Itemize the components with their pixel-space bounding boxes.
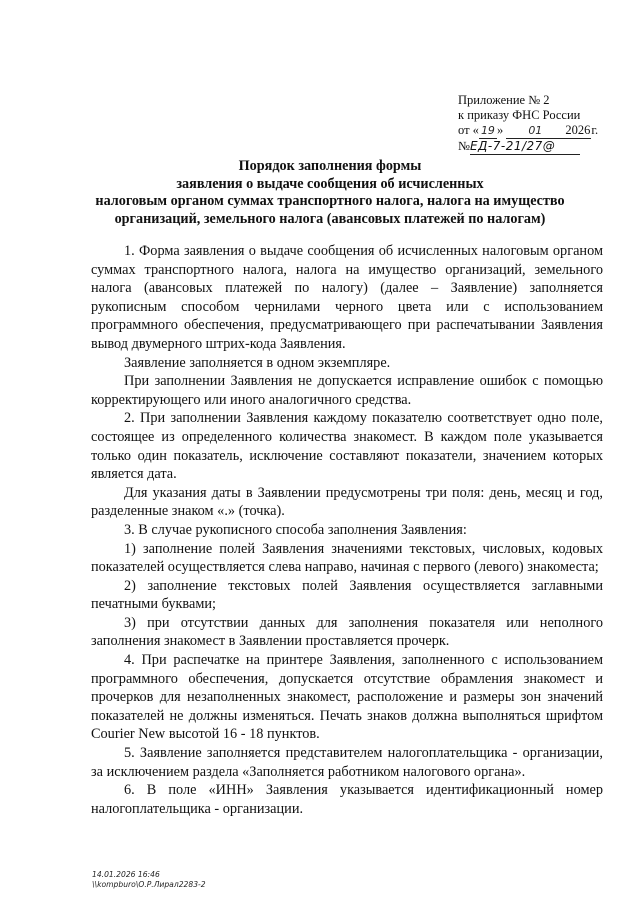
reg-number: ЕД-7-21/27@ <box>470 139 580 155</box>
date-prefix: от « <box>458 123 479 137</box>
paragraph: 2. При заполнении Заявления каждому показателю соответствует одно поле, состоящее из определенного количества знакомест. В каждом поле указывается только один показатель, исключение составляют показатели, значением которых является дата. <box>91 410 603 483</box>
paragraph: 5. Заявление заполняется представителем налогоплательщика - организации, за исключением раздела «Заполняется работником налогового органа». <box>91 745 603 780</box>
title-line: заявления о выдаче сообщения об исчисленных <box>176 175 484 192</box>
print-footer <box>92 870 206 890</box>
title-line: Порядок заполнения формы <box>238 158 422 174</box>
appendix-date <box>458 123 628 139</box>
paragraph: 6. В поле «ИНН» Заявления указывается идентификационный номер налогоплательщика - организации. <box>91 782 603 817</box>
paragraph: При заполнении Заявления не допускается исправление ошибок с помощью корректирующего или иного аналогичного средства. <box>91 373 603 408</box>
paragraph: 3) при отсутствии данных для заполнения показателя или неполного заполнения знакомест в Заявлении проставляется прочерк. <box>91 614 603 650</box>
paragraph: 3. В случае рукописного способа заполнения Заявления: <box>124 521 467 538</box>
paragraph: 1) заполнение полей Заявления значениями текстовых, числовых, кодовых показателей осуществляется слева направо, начиная с первого (левого) знакоместа; <box>91 540 603 576</box>
document-body <box>91 242 603 818</box>
paragraph: 4. При распечатке на принтере Заявления, заполненного с использованием программного обеспечения, допускается отсутствие обрамления знакомест и прочерков для незаполненных знакомест, расположение и размеры зон значений показателей не должны изменяться. Печать знаков должна выполняться шрифтом Courier New высотой 16 - 18 пунктов. <box>91 652 603 743</box>
footer-path: \\kompburo\О.Р.Лирал2283-2 <box>92 880 206 889</box>
title-line: налоговым органом суммах транспортного налога, налога на имущество <box>95 193 565 209</box>
paragraph: Заявление заполняется в одном экземпляре. <box>124 354 391 371</box>
document-title <box>80 158 580 228</box>
reg-prefix: № <box>458 139 470 153</box>
paragraph: 1. Форма заявления о выдаче сообщения об исчисленных налоговым органом суммах транспортного налога, налога на имущество организаций, земельного налога (авансовых платежей по налогу) (далее – Заявление) заполняется рукописным способом чернилами черного цвета или с использованием программного обеспечения, предусматривающего при распечатывании Заявления вывод двумерного штрих-кода Заявления. <box>91 243 603 352</box>
appendix-title: Приложение № 2 <box>458 93 550 107</box>
paragraph: Для указания даты в Заявлении предусмотрены три поля: день, месяц и год, разделенные знаком «.» (точка). <box>91 484 603 520</box>
footer-timestamp: 14.01.2026 16:46 <box>92 870 160 879</box>
appendix-block <box>458 93 628 155</box>
date-day: 19 <box>480 124 495 137</box>
date-mid: » <box>496 123 504 137</box>
paragraph: 2) заполнение текстовых полей Заявления осуществляется заглавными печатными буквами; <box>91 577 603 613</box>
date-suffix: г. <box>591 123 599 137</box>
appendix-reg <box>458 139 628 155</box>
date-month: 01 <box>506 123 564 139</box>
appendix-order-ref: к приказу ФНС России <box>458 108 581 122</box>
date-year: 2026 <box>565 123 591 137</box>
title-line: организаций, земельного налога (авансовых платежей по налогам) <box>114 210 546 227</box>
